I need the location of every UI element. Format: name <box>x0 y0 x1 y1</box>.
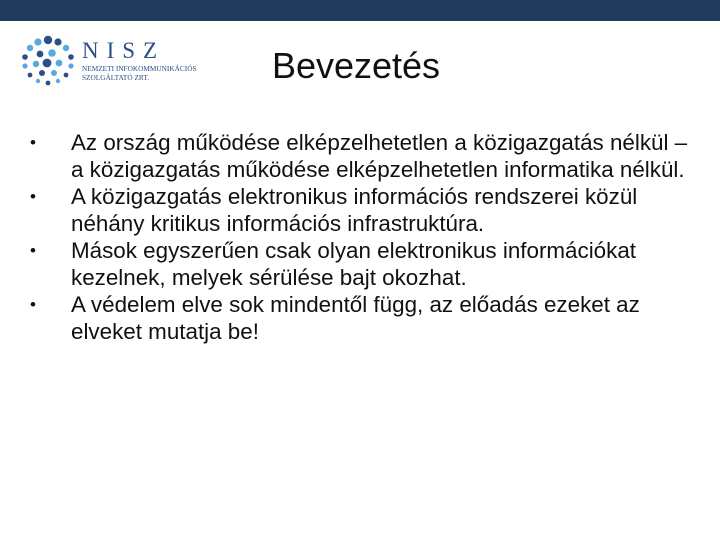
bullet-icon: • <box>30 187 36 206</box>
bullet-item <box>30 291 690 345</box>
bullet-text: A közigazgatás elektronikus információs rendszerei közül néhány kritikus információs infrastruktúra. <box>71 184 638 236</box>
logo-name: NISZ <box>82 38 166 63</box>
bullet-text: Mások egyszerűen csak olyan elektronikus információkat kezelnek, melyek sérülése bajt okozhat. <box>71 238 637 290</box>
logo-subtitle-line2: SZOLGÁLTATÓ ZRT. <box>82 72 150 82</box>
bullet-text: Az ország működése elképzelhetetlen a közigazgatás nélkül – a közigazgatás működése elképzelhetetlen informatika nélkül. <box>71 130 688 182</box>
bullet-text: A védelem elve sok mindentől függ, az előadás ezeket az elveket mutatja be! <box>71 292 640 344</box>
bullet-list <box>30 129 690 345</box>
logo-subtitle <box>82 65 197 82</box>
bullet-item <box>30 183 690 237</box>
logo-subtitle-line1: NEMZETI INFOKOMMUNIKÁCIÓS <box>82 64 197 73</box>
dot-globe-icon <box>18 34 78 88</box>
bullet-icon: • <box>30 295 36 314</box>
bullet-item <box>30 237 690 291</box>
bullet-icon: • <box>30 241 36 260</box>
bullet-icon: • <box>30 133 36 152</box>
header-bar <box>0 0 720 21</box>
slide-title: Bevezetés <box>271 45 441 86</box>
nisz-logo <box>18 34 208 88</box>
bullet-item <box>30 129 690 183</box>
